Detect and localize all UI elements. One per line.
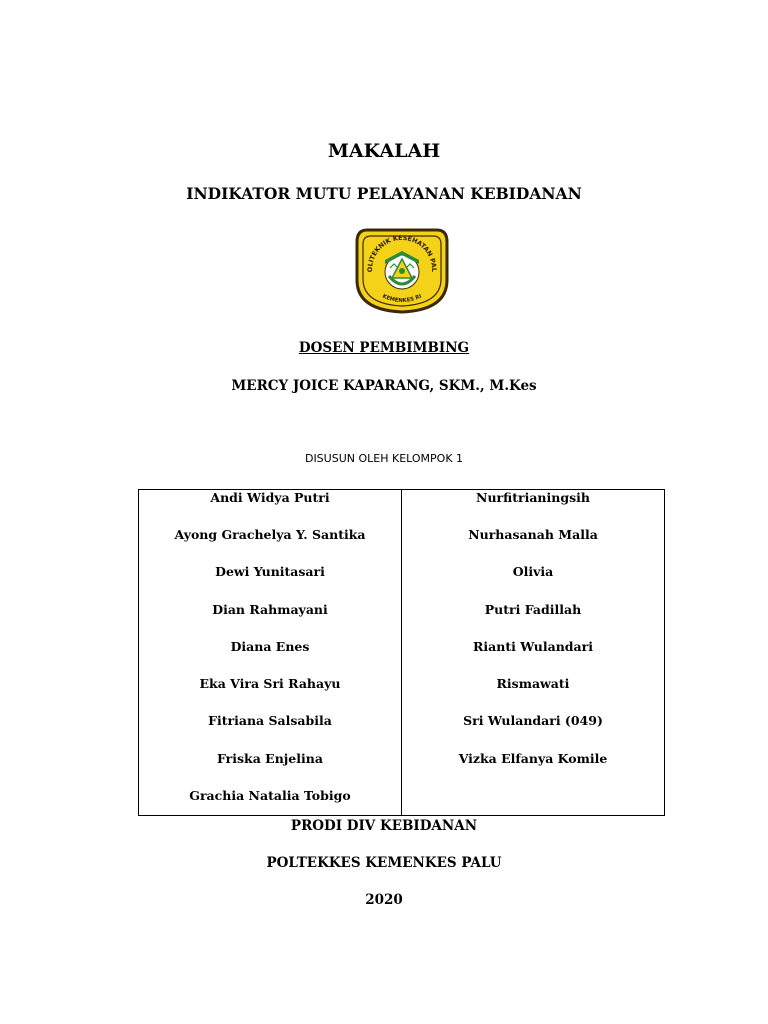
member-name: Dian Rahmayani — [212, 602, 328, 617]
member-name: Rismawati — [496, 676, 570, 691]
member-name: Rianti Wulandari — [473, 639, 593, 654]
document-year: 2020 — [365, 892, 403, 908]
member-name: Fitriana Salsabila — [208, 713, 332, 728]
group-label: DISUSUN OLEH KELOMPOK 1 — [304, 452, 464, 465]
member-name: Vizka Elfanya Komile — [458, 751, 608, 766]
svg-text:POLITEKNIK KESEHATAN PALU: OLITEKNIK KESEHATAN PAL — [365, 233, 439, 273]
advisor-name: MERCY JOICE KAPARANG, SKM., M.Kes — [231, 378, 537, 394]
members-table — [138, 489, 665, 816]
member-name: Dewi Yunitasari — [215, 564, 325, 579]
member-name: Ayong Grachelya Y. Santika — [174, 527, 366, 542]
program-name: PRODI DIV KEBIDANAN — [290, 818, 478, 834]
member-name: Eka Vira Sri Rahayu — [199, 676, 341, 691]
document-title: MAKALAH — [327, 140, 441, 162]
member-name: Putri Fadillah — [484, 602, 582, 617]
member-name: Diana Enes — [230, 639, 310, 654]
members-column-left — [139, 490, 402, 815]
institution-name: POLTEKKES KEMENKES PALU — [266, 855, 502, 871]
member-name: Friska Enjelina — [217, 751, 323, 766]
members-column-right — [402, 490, 664, 815]
member-name: Nurhasanah Malla — [468, 527, 598, 542]
member-name: Sri Wulandari (049) — [463, 713, 603, 728]
member-name: Nurfitrianingsih — [476, 490, 590, 505]
member-name: Olivia — [512, 564, 554, 579]
member-name: Grachia Natalia Tobigo — [189, 788, 351, 803]
document-subtitle: INDIKATOR MUTU PELAYANAN KEBIDANAN — [186, 184, 582, 203]
member-name: Andi Widya Putri — [210, 490, 330, 505]
institution-emblem-icon — [353, 224, 451, 314]
poltekkes-palu-logo — [353, 224, 451, 314]
advisor-label: DOSEN PEMBIMBING — [298, 340, 470, 356]
svg-text:KEMENKES RI: KEMENKES RI — [381, 293, 423, 305]
